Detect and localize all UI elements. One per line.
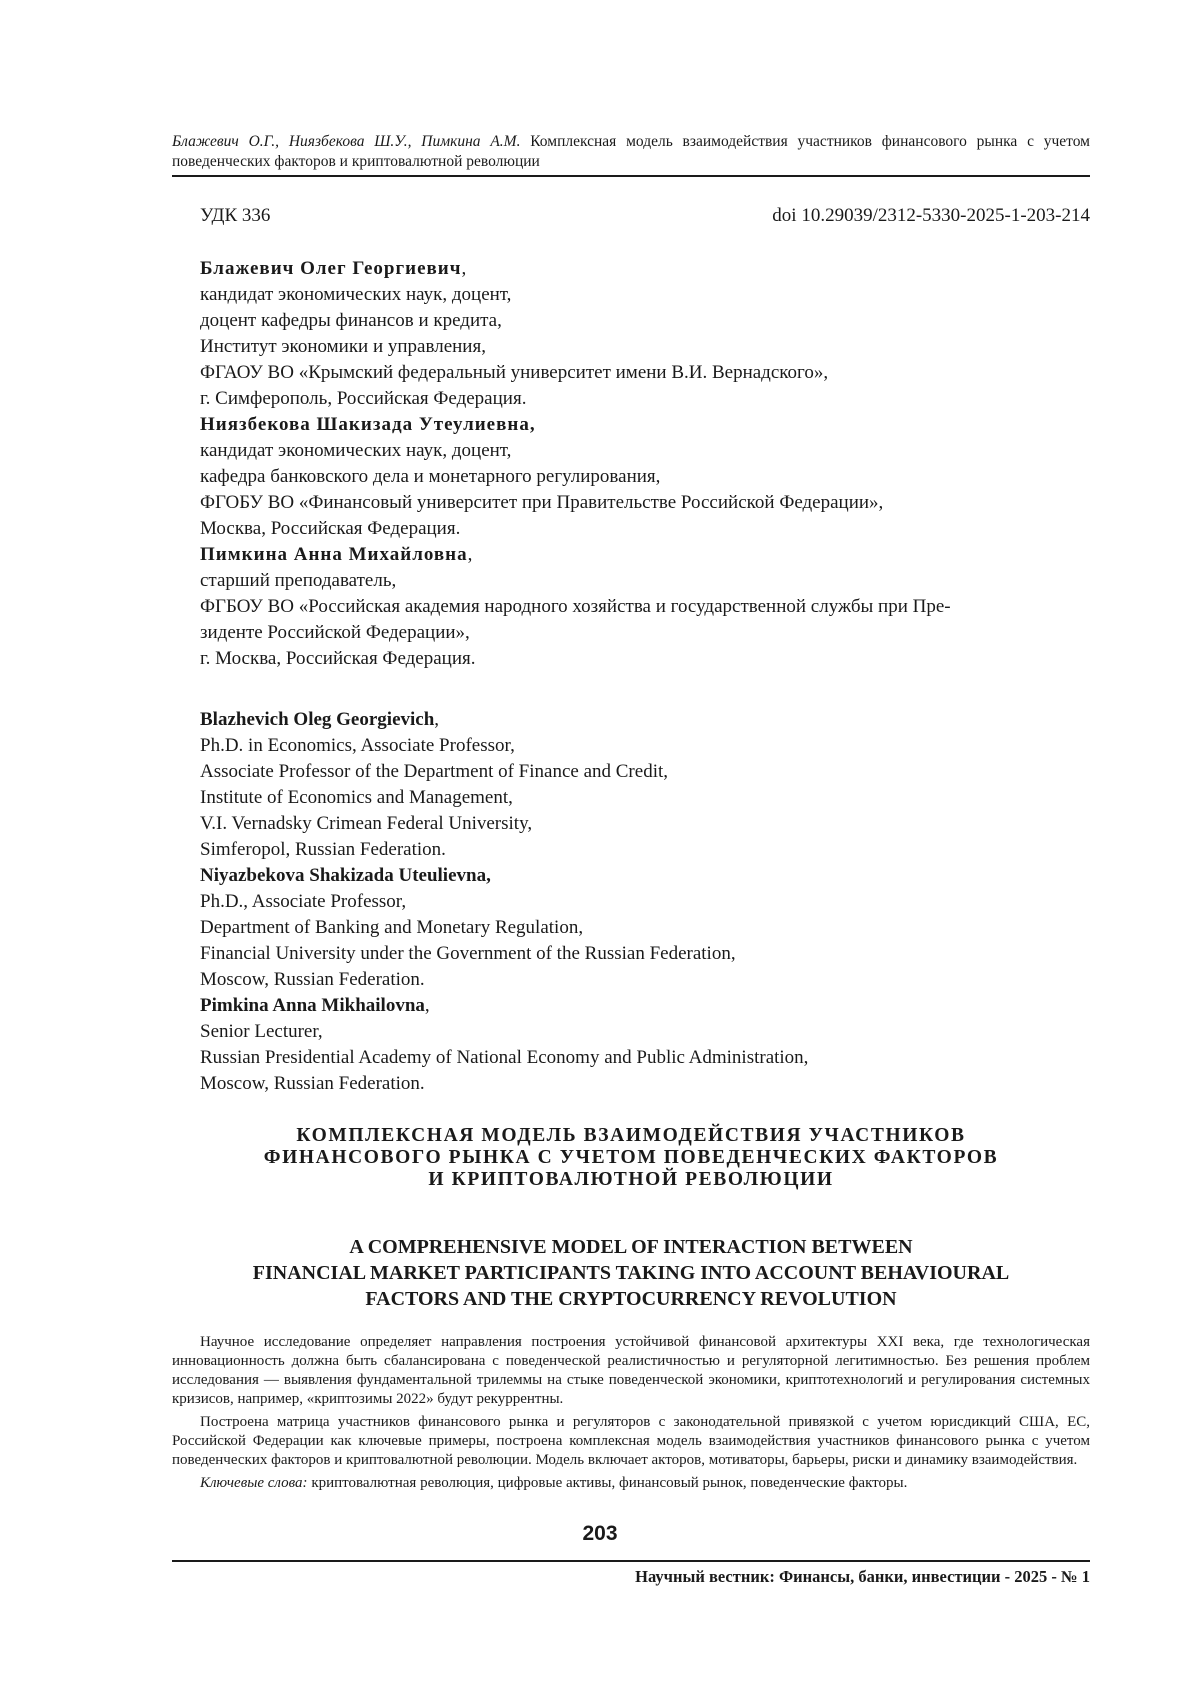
affiliation-line: кандидат экономических наук, доцент,	[200, 440, 512, 461]
title-en-line: A COMPREHENSIVE MODEL OF INTERACTION BETWEEN	[349, 1236, 913, 1258]
udc-code: УДК 336	[200, 205, 271, 226]
affiliation-line: г. Москва, Российская Федерация.	[200, 648, 476, 669]
running-head-title: Комплексная модель взаимодействия участников финансового рынка с учетом поведенческих факторов и криптовалютной революции	[172, 133, 1090, 170]
abstract-paragraph: Научное исследование определяет направления построения устойчивой финансовой архитектуры XXI века, где технологическая инновационность должна быть сбалансирована с поведенческой реалистичностью и регуляторной легитимностью. Без решения проблем исследования — выявления фундаментальной трилеммы на стыке поведенческой экономики, криптотехнологий и регулирования системных кризисов, например, «криптозимы 2022» будут рекуррентны.	[172, 1334, 1090, 1407]
affiliation-line: Associate Professor of the Department of Finance and Credit,	[200, 761, 669, 782]
affiliation-line: доцент кафедры финансов и кредита,	[200, 310, 502, 331]
affiliation-line: Ph.D. in Economics, Associate Professor,	[200, 735, 515, 756]
affiliation-line: Institute of Economics and Management,	[200, 787, 513, 808]
footer-rule	[172, 1560, 1090, 1562]
author-ru-1: Блажевич Олег Георгиевич,	[200, 258, 467, 279]
title-ru-line: КОМПЛЕКСНАЯ МОДЕЛЬ ВЗАИМОДЕЙСТВИЯ УЧАСТНИКОВ	[296, 1125, 966, 1146]
affiliation-line: зиденте Российской Федерации»,	[200, 622, 470, 643]
affiliation-line: Senior Lecturer,	[200, 1021, 323, 1042]
author-name: Пимкина Анна Михайловна	[200, 544, 468, 565]
author-name: Блажевич Олег Георгиевич	[200, 258, 462, 279]
affiliation-line: Ph.D., Associate Professor,	[200, 891, 407, 912]
affiliation-line: Financial University under the Government of the Russian Federation,	[200, 943, 736, 964]
abstract	[172, 1333, 1090, 1497]
doi[interactable]: doi 10.29039/2312-5330-2025-1-203-214	[772, 205, 1090, 226]
running-head	[172, 132, 1090, 172]
affiliation-line: Moscow, Russian Federation.	[200, 969, 425, 990]
author-en-3: Pimkina Anna Mikhailovna,	[200, 995, 430, 1016]
affiliation-line: Department of Banking and Monetary Regulation,	[200, 917, 584, 938]
title-en-line: FACTORS AND THE CRYPTOCURRENCY REVOLUTION	[365, 1288, 897, 1310]
affiliation-line: Институт экономики и управления,	[200, 336, 486, 357]
authors-en	[200, 707, 1090, 1097]
title-en-line: FINANCIAL MARKET PARTICIPANTS TAKING INTO ACCOUNT BEHAVIOURAL	[252, 1262, 1010, 1284]
affiliation-line: кафедра банковского дела и монетарного регулирования,	[200, 466, 661, 487]
affiliation-line: ФГОБУ ВО «Финансовый университет при Правительстве Российской Федерации»,	[200, 492, 884, 513]
affiliation-line: г. Симферополь, Российская Федерация.	[200, 388, 527, 409]
running-head-authors: Блажевич О.Г., Ниязбекова Ш.У., Пимкина А.М.	[172, 133, 521, 150]
title-ru-line: И КРИПТОВАЛЮТНОЙ РЕВОЛЮЦИИ	[428, 1169, 834, 1190]
header-rule	[172, 175, 1090, 177]
title-ru-line: ФИНАНСОВОГО РЫНКА С УЧЕТОМ ПОВЕДЕНЧЕСКИХ ФАКТОРОВ	[263, 1147, 999, 1168]
authors-ru	[200, 256, 1090, 672]
author-ru-2	[200, 412, 1090, 438]
author-name: Blazhevich Oleg Georgievich	[200, 709, 435, 730]
affiliation-line: кандидат экономических наук, доцент,	[200, 284, 512, 305]
affiliation-line: Simferopol, Russian Federation.	[200, 839, 446, 860]
author-en-1: Blazhevich Oleg Georgievich,	[200, 709, 440, 730]
keywords-label: Ключевые слова:	[200, 1475, 308, 1491]
author-ru-3: Пимкина Анна Михайловна,	[200, 544, 473, 565]
keywords-list: криптовалютная революция, цифровые активы, финансовый рынок, поведенческие факторы.	[307, 1475, 908, 1491]
affiliation-line: ФГБОУ ВО «Российская академия народного хозяйства и государственной службы при Пре-	[200, 596, 951, 617]
affiliation-line: Russian Presidential Academy of National Economy and Public Administration,	[200, 1047, 809, 1068]
keywords	[172, 1474, 1090, 1493]
affiliation-line: старший преподаватель,	[200, 570, 397, 591]
page-number: 203	[582, 1522, 618, 1545]
article-title-en	[172, 1234, 1090, 1312]
abstract-paragraph: Построена матрица участников финансового рынка и регуляторов с законодательной привязкой с учетом юрисдикций США, ЕС, Российской Федерации как ключевые примеры, построена комплексная модель взаимодействия участников финансового рынка с учетом поведенческих факторов и криптовалютной революции. Модель включает акторов, мотиваторы, барьеры, риски и динамику взаимодействия.	[172, 1414, 1090, 1468]
author-name: Pimkina Anna Mikhailovna	[200, 995, 425, 1016]
affiliation-line: Moscow, Russian Federation.	[200, 1073, 425, 1094]
author-name: Niyazbekova Shakizada Uteulievna,	[200, 865, 491, 886]
affiliation-line: Москва, Российская Федерация.	[200, 518, 461, 539]
affiliation-line: ФГАОУ ВО «Крымский федеральный университет имени В.И. Вернадского»,	[200, 362, 829, 383]
author-name: Ниязбекова Шакизада Утеулиевна,	[200, 414, 536, 435]
article-title-ru	[172, 1125, 1090, 1191]
affiliation-line: V.I. Vernadsky Crimean Federal University,	[200, 813, 533, 834]
author-en-2	[200, 863, 1090, 889]
journal-footer: Научный вестник: Финансы, банки, инвестиции - 2025 - № 1	[635, 1567, 1090, 1586]
